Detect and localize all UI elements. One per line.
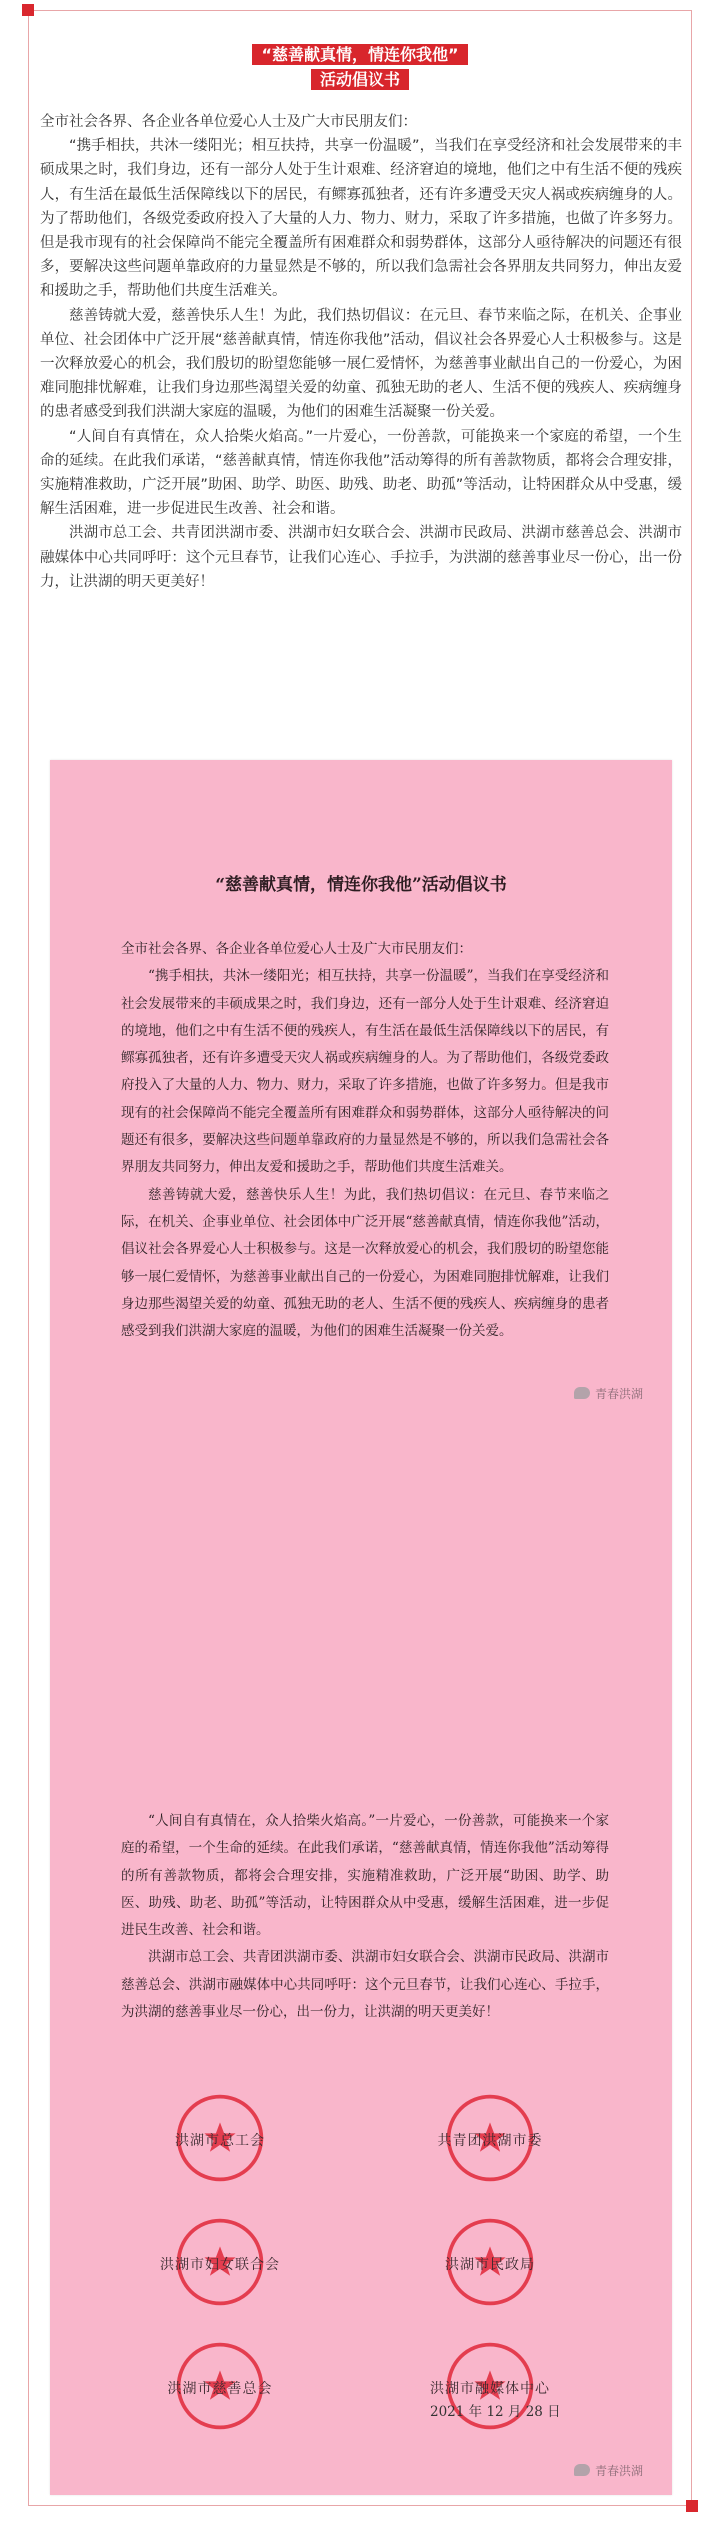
signature-org: 共青团洪湖市委	[437, 2133, 543, 2149]
document-date: 2021 年 12 月 28 日	[430, 2404, 561, 2420]
signature-org: 洪湖市融媒体中心	[430, 2381, 550, 2397]
title-line-1: “慈善献真情，情连你我他”	[252, 44, 467, 65]
signature-seal-1	[110, 2078, 330, 2198]
watermark-text: 青春洪湖	[595, 1387, 644, 1401]
paragraph: “人间自有真情在，众人拾柴火焰高。”一片爱心，一份善款，可能换来一个家庭的希望，一个生命的延续。在此我们承诺，“慈善献真情，情连你我他”活动筹得的所有善款物质，都将会合理安排，实施精准救助，广泛开展”助困、助学、助医、助残、助老、助孤”等活动，让特困群众从中受惠，缓解生活困难，进一步促进民生改善、社会和谐。	[40, 428, 682, 518]
document-salutation: 全市社会各界、各企业各单位爱心人士及广大市民朋友们：	[121, 941, 472, 957]
document-paragraph: 洪湖市总工会、共青团洪湖市委、洪湖市妇女联合会、洪湖市民政局、洪湖市慈善总会、洪湖市融媒体中心共同呼吁：这个元旦春节，让我们心连心、手拉手，为洪湖的慈善事业尽一份心，出一份力，让洪湖的明天更美好！	[121, 1949, 609, 2021]
salutation: 全市社会各界、各企业各单位爱心人士及广大市民朋友们：	[40, 114, 417, 130]
watermark-text: 青春洪湖	[595, 2464, 644, 2478]
signature-org: 洪湖市民政局	[445, 2257, 535, 2273]
signature-seal-6	[380, 2326, 600, 2446]
watermark	[574, 1385, 643, 1402]
article-body	[40, 110, 682, 594]
corner-decoration	[22, 4, 34, 16]
document-title: “慈善献真情，情连你我他”活动倡议书	[215, 875, 507, 895]
document-paragraph: “人间自有真情在，众人拾柴火焰高。”一片爱心，一份善款，可能换来一个家庭的希望，一个生命的延续。在此我们承诺，“慈善献真情，情连你我他”活动筹得的所有善款物质，都将会合理安排，实施精准救助，广泛开展“助困、助学、助医、助残、助老、助孤”等活动，让特困群众从中受惠，缓解生活困难，进一步促进民生改善、社会和谐。	[121, 1813, 609, 1939]
scanned-document	[50, 760, 672, 2495]
signature-seal-5	[110, 2326, 330, 2446]
title-banner	[0, 44, 720, 65]
watermark	[574, 2462, 643, 2479]
wechat-icon	[574, 1387, 590, 1399]
paragraph: 慈善铸就大爱，慈善快乐人生！为此，我们热切倡议：在元旦、春节来临之际，在机关、企事业单位、社会团体中广泛开展“慈善献真情，情连你我他”活动，倡议社会各界爱心人士积极参与。这是一次释放爱心的机会，我们殷切的盼望您能够一展仁爱情怀，为慈善事业献出自己的一份爱心，为困难同胞排忧解难，让我们身边那些渴望关爱的幼童、孤独无助的老人、生活不便的残疾人、疾病缠身的患者感受到我们洪湖大家庭的温暖，为他们的困难生活凝聚一份关爱。	[40, 307, 682, 421]
paragraph: 洪湖市总工会、共青团洪湖市委、洪湖市妇女联合会、洪湖市民政局、洪湖市慈善总会、洪湖市融媒体中心共同呼吁：这个元旦春节，让我们心连心、手拉手，为洪湖的慈善事业尽一份心，出一份力，让洪湖的明天更美好！	[40, 525, 682, 590]
document-page-2	[121, 1808, 609, 2026]
signature-org: 洪湖市总工会	[175, 2133, 265, 2149]
wechat-icon	[574, 2464, 590, 2476]
title-banner	[0, 69, 720, 90]
signature-seal-3	[110, 2202, 330, 2322]
signature-seal-2	[380, 2078, 600, 2198]
document-page-1	[121, 936, 609, 1345]
signature-org: 洪湖市妇女联合会	[160, 2257, 280, 2273]
signature-seal-4	[380, 2202, 600, 2322]
document-paragraph: “携手相扶，共沐一缕阳光；相互扶持，共享一份温暖”，当我们在享受经济和社会发展带来的丰硕成果之时，我们身边，还有一部分人处于生计艰难、经济窘迫的境地，他们之中有生活不便的残疾人，有生活在最低生活保障线以下的居民，有鳏寡孤独者，还有许多遭受天灾人祸或疾病缠身的人。为了帮助他们，各级党委政府投入了大量的人力、物力、财力，采取了许多措施，也做了许多努力。但是我市现有的社会保障尚不能完全覆盖所有困难群众和弱势群体，这部分人亟待解决的问题还有很多，要解决这些问题单靠政府的力量显然是不够的，所以我们急需社会各界朋友共同努力，伸出友爱和援助之手，帮助他们共度生活难关。	[121, 968, 609, 1176]
document-paragraph: 慈善铸就大爱，慈善快乐人生！为此，我们热切倡议：在元旦、春节来临之际，在机关、企事业单位、社会团体中广泛开展“慈善献真情，情连你我他”活动，倡议社会各界爱心人士积极参与。这是一次释放爱心的机会，我们殷切的盼望您能够一展仁爱情怀，为慈善事业献出自己的一份爱心，为困难同胞排忧解难，让我们身边那些渴望关爱的幼童、孤独无助的老人、生活不便的残疾人、疾病缠身的患者感受到我们洪湖大家庭的温暖，为他们的困难生活凝聚一份关爱。	[121, 1186, 609, 1340]
paragraph: “携手相扶，共沐一缕阳光；相互扶持，共享一份温暖”，当我们在享受经济和社会发展带来的丰硕成果之时，我们身边，还有一部分人处于生计艰难、经济窘迫的境地，他们之中有生活不便的残疾人，有生活在最低生活保障线以下的居民，有鳏寡孤独者，还有许多遭受天灾人祸或疾病缠身的人。为了帮助他们，各级党委政府投入了大量的人力、物力、财力，采取了许多措施，也做了许多努力。但是我市现有的社会保障尚不能完全覆盖所有困难群众和弱势群体，这部分人亟待解决的问题还有很多，要解决这些问题单靠政府的力量显然是不够的，所以我们急需社会各界朋友共同努力，伸出友爱和援助之手，帮助他们共度生活难关。	[40, 138, 682, 300]
signature-org: 洪湖市慈善总会	[167, 2381, 273, 2397]
title-line-2: 活动倡议书	[311, 69, 409, 90]
corner-decoration	[686, 2500, 698, 2512]
